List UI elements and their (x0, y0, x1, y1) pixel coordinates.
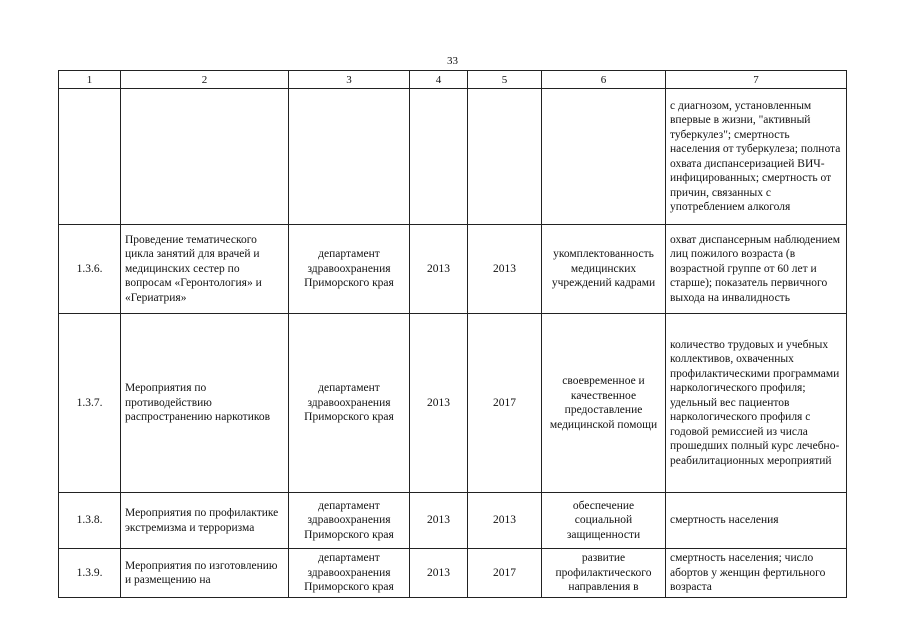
executor-cell: департамент здравоохранения Приморского края (289, 493, 410, 549)
executor-cell (289, 89, 410, 225)
table-header-row (59, 71, 847, 89)
start-year-cell: 2013 (410, 549, 468, 598)
indicator-cell: смертность населения; число абортов у женщин фертильного возраста (666, 549, 847, 598)
result-cell (542, 89, 666, 225)
activity-cell: Проведение тематического цикла занятий для врачей и медицинских сестер по вопросам «Геронтология» и «Гериатрия» (121, 225, 289, 314)
header-cell-6: 6 (542, 71, 666, 89)
table-row (59, 314, 847, 493)
indicator-cell: с диагнозом, установленным впервые в жизни, "активный туберкулез"; смертность населения от туберкулеза; полнота охвата диспансеризацией ВИЧ-инфицированных; смертность от причин, связанных с употреблением алкоголя (666, 89, 847, 225)
table-row (59, 549, 847, 598)
end-year-cell: 2013 (468, 493, 542, 549)
activity-cell (121, 89, 289, 225)
start-year-cell: 2013 (410, 493, 468, 549)
result-cell: своевременное и качественное предоставление медицинской помощи (542, 314, 666, 493)
end-year-cell: 2017 (468, 549, 542, 598)
end-year-cell: 2013 (468, 225, 542, 314)
activity-cell: Мероприятия по противодействию распространению наркотиков (121, 314, 289, 493)
measures-table (58, 70, 847, 598)
header-cell-1: 1 (59, 71, 121, 89)
header-cell-4: 4 (410, 71, 468, 89)
executor-cell: департамент здравоохранения Приморского края (289, 225, 410, 314)
header-cell-3: 3 (289, 71, 410, 89)
page-number: 33 (447, 55, 458, 67)
header-cell-5: 5 (468, 71, 542, 89)
start-year-cell (410, 89, 468, 225)
result-cell: обеспечение социальной защищенности (542, 493, 666, 549)
row-number (59, 89, 121, 225)
header-cell-7: 7 (666, 71, 847, 89)
activity-cell: Мероприятия по изготовлению и размещению на (121, 549, 289, 598)
row-number: 1.3.8. (59, 493, 121, 549)
end-year-cell: 2017 (468, 314, 542, 493)
start-year-cell: 2013 (410, 225, 468, 314)
start-year-cell: 2013 (410, 314, 468, 493)
activity-cell: Мероприятия по профилактике экстремизма и терроризма (121, 493, 289, 549)
indicator-cell: смертность населения (666, 493, 847, 549)
table-row (59, 493, 847, 549)
result-cell: развитие профилактического направления в (542, 549, 666, 598)
row-number: 1.3.7. (59, 314, 121, 493)
end-year-cell (468, 89, 542, 225)
indicator-cell: охват диспансерным наблюдением лиц пожилого возраста (в возрастной группе от 60 лет и старше); показатель первичного выхода на инвалидность (666, 225, 847, 314)
header-cell-2: 2 (121, 71, 289, 89)
table-row (59, 225, 847, 314)
executor-cell: департамент здравоохранения Приморского края (289, 549, 410, 598)
indicator-cell: количество трудовых и учебных коллективов, охваченных профилактическими программами наркологического профиля; удельный вес пациентов наркологического профиля с годовой ремиссией из числа прошедших полный курс лечебно-реабилитационных мероприятий (666, 314, 847, 493)
result-cell: укомплектованность медицинских учреждений кадрами (542, 225, 666, 314)
executor-cell: департамент здравоохранения Приморского края (289, 314, 410, 493)
row-number: 1.3.9. (59, 549, 121, 598)
table-row (59, 89, 847, 225)
row-number: 1.3.6. (59, 225, 121, 314)
